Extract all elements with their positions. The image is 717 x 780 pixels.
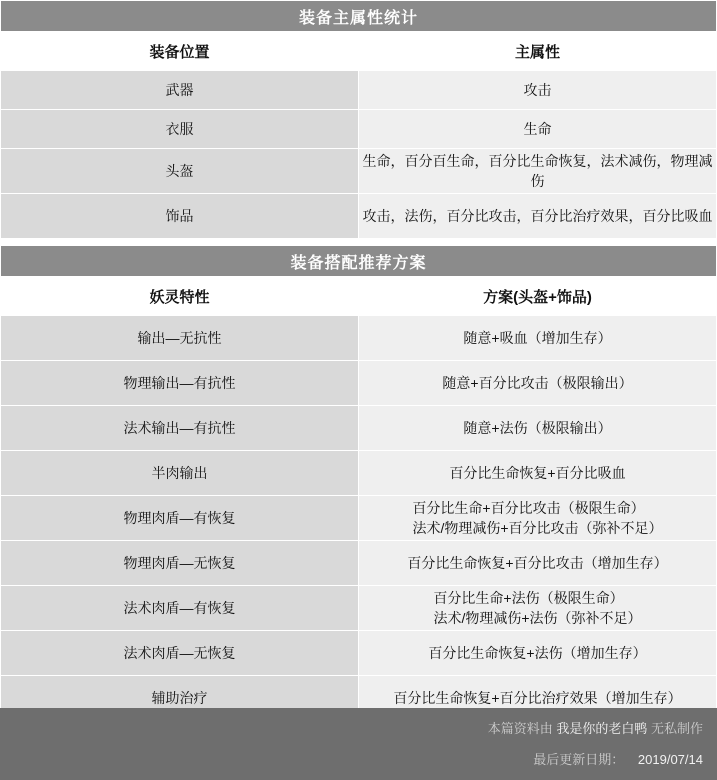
section-title-recommended-builds: 装备搭配推荐方案 [1,246,717,277]
slot-label-armor: 衣服 [1,110,359,149]
trait-value-magic-dps-resist: 随意+法伤（极限输出） [359,406,717,451]
footer-credits [0,708,717,780]
trait-value-dps-no-resist: 随意+吸血（增加生存） [359,316,717,361]
trait-label-dps-no-resist: 输出—无抗性 [1,316,359,361]
table-row [1,451,717,496]
trait-label-support-healer: 辅助治疗 [1,676,359,721]
header-equipment-slot: 装备位置 [1,32,359,71]
trait-label-physical-dps-resist: 物理输出—有抗性 [1,361,359,406]
footer-update-label: 最后更新日期： [533,752,625,767]
header-main-attribute: 主属性 [359,32,717,71]
table-header-row [1,32,717,71]
header-build-plan: 方案(头盔+饰品) [359,277,717,316]
table-row [1,71,717,110]
footer-credit-line [0,718,703,737]
table-row [1,586,717,631]
trait-label-magic-dps-resist: 法术输出—有抗性 [1,406,359,451]
header-spirit-trait: 妖灵特性 [1,277,359,316]
section-spacer [1,239,717,246]
trait-value-magic-tank-regen-a: 百分比生命+法伤（极限生命） [433,590,624,606]
slot-label-accessory: 饰品 [1,194,359,239]
footer-credit-author: 我是你的老白鸭 [556,721,648,736]
trait-value-magic-tank-regen-b: 法术/物理减伤+法伤（弥补不足） [433,610,642,626]
table-row [1,110,717,149]
table-header-row [1,277,717,316]
table-row [1,541,717,586]
trait-value-bruiser: 百分比生命恢复+百分比吸血 [359,451,717,496]
trait-value-physical-tank-regen [359,496,717,541]
footer-update-line [0,749,703,768]
trait-label-magic-tank-noregen: 法术肉盾—无恢复 [1,631,359,676]
slot-value-accessory: 攻击，法伤，百分比攻击，百分比治疗效果，百分比吸血 [359,194,717,239]
trait-value-physical-dps-resist: 随意+百分比攻击（极限输出） [359,361,717,406]
trait-value-magic-tank-noregen: 百分比生命恢复+法伤（增加生存） [359,631,717,676]
slot-label-helmet: 头盔 [1,149,359,194]
table-row [1,406,717,451]
footer-credit-prefix: 本篇资料由 [487,721,553,736]
trait-value-support-healer: 百分比生命恢复+百分比治疗效果（增加生存） [359,676,717,721]
slot-value-helmet: 生命，百分百生命，百分比生命恢复，法术减伤，物理减伤 [359,149,717,194]
trait-label-physical-tank-regen: 物理肉盾—有恢复 [1,496,359,541]
table-row [1,361,717,406]
trait-label-magic-tank-regen: 法术肉盾—有恢复 [1,586,359,631]
footer-update-date: 2019/07/14 [637,752,703,767]
trait-value-physical-tank-noregen: 百分比生命恢复+百分比攻击（增加生存） [359,541,717,586]
table-row [1,149,717,194]
footer-credit-suffix: 无私制作 [650,721,703,736]
slot-value-armor: 生命 [359,110,717,149]
slot-value-weapon: 攻击 [359,71,717,110]
table-row [1,194,717,239]
section-title-row [1,246,717,277]
trait-value-physical-tank-regen-a: 百分比生命+百分比攻击（极限生命） [412,500,645,516]
section-title-row [1,1,717,32]
trait-value-magic-tank-regen [359,586,717,631]
trait-value-physical-tank-regen-b: 法术/物理减伤+百分比攻击（弥补不足） [412,520,663,536]
table-row [1,631,717,676]
section-title-main-attributes: 装备主属性统计 [1,1,717,32]
slot-label-weapon: 武器 [1,71,359,110]
table-row [1,316,717,361]
trait-label-physical-tank-noregen: 物理肉盾—无恢复 [1,541,359,586]
table-row [1,496,717,541]
trait-label-bruiser: 半肉输出 [1,451,359,496]
